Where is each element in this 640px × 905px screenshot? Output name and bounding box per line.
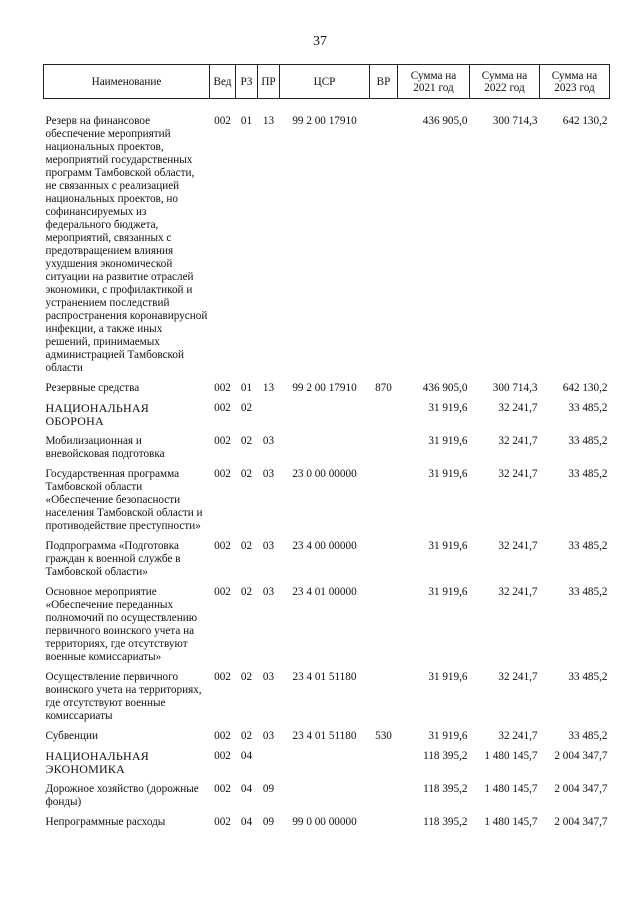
table-row — [44, 465, 610, 537]
row-name: Непрограммные расходы — [45, 816, 166, 828]
row-sum-2021: 31 919,6 — [428, 540, 468, 552]
table-row — [44, 583, 610, 668]
row-name: Субвенции — [45, 730, 98, 742]
row-pr: 09 — [262, 816, 275, 828]
row-ved: 002 — [214, 816, 231, 828]
row-csr — [280, 747, 370, 780]
row-rz: 02 — [240, 540, 253, 552]
table-row — [44, 813, 610, 833]
row-ved: 002 — [214, 783, 231, 795]
header-rz: РЗ — [236, 65, 258, 99]
row-ved: 002 — [214, 115, 231, 127]
header-pr: ПР — [258, 65, 280, 99]
row-rz: 02 — [240, 586, 253, 598]
budget-table-body — [44, 112, 610, 833]
row-sum-2023: 33 485,2 — [568, 730, 608, 742]
row-rz: 04 — [240, 816, 253, 828]
row-sum-2021: 31 919,6 — [428, 671, 468, 683]
row-csr — [280, 432, 370, 465]
row-ved: 002 — [214, 730, 231, 742]
row-vr — [370, 813, 398, 833]
row-sum-2023: 642 130,2 — [562, 382, 608, 394]
row-ved: 002 — [214, 382, 231, 394]
row-sum-2023: 33 485,2 — [568, 468, 608, 480]
row-name: Мобилизационная и вневойсковая подготовка — [45, 435, 165, 460]
row-csr: 99 2 00 17910 — [292, 115, 357, 127]
table-row — [44, 432, 610, 465]
row-sum-2022: 32 241,7 — [498, 671, 538, 683]
row-sum-2023: 642 130,2 — [562, 115, 608, 127]
header-sum-2021: Сумма на 2021 год — [398, 65, 470, 99]
row-csr: 23 4 01 51180 — [292, 671, 357, 683]
row-sum-2022: 32 241,7 — [498, 586, 538, 598]
row-vr — [370, 112, 398, 379]
row-sum-2021: 118 395,2 — [423, 750, 468, 762]
row-ved: 002 — [214, 750, 231, 762]
header-name: Наименование — [44, 65, 210, 99]
row-pr: 13 — [262, 115, 275, 127]
budget-table — [43, 64, 610, 833]
row-sum-2021: 436 905,0 — [422, 382, 468, 394]
row-sum-2023: 2 004 347,7 — [554, 816, 608, 828]
row-rz: 02 — [240, 435, 253, 447]
row-csr: 23 4 00 00000 — [292, 540, 357, 552]
header-csr: ЦСР — [280, 65, 370, 99]
table-row — [44, 668, 610, 727]
row-pr: 03 — [262, 730, 275, 742]
row-sum-2022: 300 714,3 — [492, 382, 538, 394]
row-name: Государственная программа Тамбовской области «Обеспечение безопасности населения Тамбовской области и противодействие преступности» — [45, 468, 203, 532]
row-ved: 002 — [214, 402, 231, 414]
page-number: 37 — [313, 34, 327, 49]
row-rz: 01 — [240, 115, 253, 127]
row-sum-2022: 1 480 145,7 — [484, 783, 538, 795]
row-sum-2021: 118 395,2 — [423, 783, 468, 795]
header-sum-2022: Сумма на 2022 год — [470, 65, 540, 99]
row-pr: 03 — [262, 468, 275, 480]
row-name: Основное мероприятие «Обеспечение переданных полномочий по осуществлению первичного воинского учета на территориях, где отсутствуют военные комиссариаты» — [45, 586, 198, 663]
row-name: Дорожное хозяйство (дорожные фонды) — [45, 783, 199, 808]
row-vr — [370, 537, 398, 583]
row-pr: 03 — [262, 586, 275, 598]
row-sum-2022: 32 241,7 — [498, 435, 538, 447]
row-sum-2021: 31 919,6 — [428, 402, 468, 414]
row-ved: 002 — [214, 435, 231, 447]
row-csr: 99 2 00 17910 — [292, 382, 357, 394]
header-sum-2023: Сумма на 2023 год — [540, 65, 610, 99]
row-sum-2022: 1 480 145,7 — [484, 816, 538, 828]
row-pr — [258, 747, 280, 780]
row-ved: 002 — [214, 468, 231, 480]
row-csr — [280, 399, 370, 432]
row-sum-2021: 31 919,6 — [428, 468, 468, 480]
row-pr: 03 — [262, 671, 275, 683]
row-rz: 01 — [240, 382, 253, 394]
row-sum-2022: 32 241,7 — [498, 402, 538, 414]
row-rz: 02 — [240, 730, 253, 742]
row-sum-2021: 31 919,6 — [428, 435, 468, 447]
table-row — [44, 780, 610, 813]
table-row — [44, 537, 610, 583]
header-vr: ВР — [370, 65, 398, 99]
row-vr — [370, 465, 398, 537]
row-pr: 13 — [262, 382, 275, 394]
row-sum-2021: 31 919,6 — [428, 730, 468, 742]
row-ved: 002 — [214, 540, 231, 552]
row-rz: 02 — [240, 468, 253, 480]
row-csr: 23 0 00 00000 — [292, 468, 357, 480]
row-name: Резервные средства — [45, 382, 140, 394]
header-ved: Вед — [210, 65, 236, 99]
row-vr — [370, 583, 398, 668]
row-vr — [370, 747, 398, 780]
row-rz: 04 — [240, 750, 253, 762]
row-sum-2022: 300 714,3 — [492, 115, 538, 127]
row-pr: 09 — [262, 783, 275, 795]
row-sum-2022: 1 480 145,7 — [484, 750, 538, 762]
row-sum-2023: 33 485,2 — [568, 435, 608, 447]
row-pr: 03 — [262, 540, 275, 552]
row-name: Резерв на финансовое обеспечение мероприятий национальных проектов, мероприятий государственных программ Тамбовской области, не связанных с реализацией национальных проектов, но софинансируемых из федерального бюджета, мероприятий, связанных с предотвращением влияния ухудшения экономической ситуации на развитие отраслей экономики, с профилактикой и устранением последствий распространения коронавирусной инфекции, а также иных решений, принимаемых администрацией Тамбовской области — [45, 115, 208, 374]
row-sum-2023: 33 485,2 — [568, 402, 608, 414]
row-sum-2023: 2 004 347,7 — [554, 783, 608, 795]
row-vr: 870 — [375, 382, 392, 394]
row-name: НАЦИОНАЛЬНАЯ ОБОРОНА — [45, 401, 149, 428]
table-row — [44, 112, 610, 379]
row-sum-2022: 32 241,7 — [498, 540, 538, 552]
row-rz: 04 — [240, 783, 253, 795]
table-row — [44, 379, 610, 399]
table-row — [44, 399, 610, 432]
row-sum-2023: 33 485,2 — [568, 540, 608, 552]
header-row — [44, 65, 610, 99]
row-ved: 002 — [214, 586, 231, 598]
table-row — [44, 727, 610, 747]
row-pr: 03 — [262, 435, 275, 447]
table-row — [44, 747, 610, 780]
row-csr: 23 4 01 51180 — [292, 730, 357, 742]
row-name: Осуществление первичного воинского учета на территориях, где отсутствуют военные комиссариаты — [45, 671, 202, 722]
row-csr: 23 4 01 00000 — [292, 586, 357, 598]
row-sum-2023: 2 004 347,7 — [554, 750, 608, 762]
row-csr — [280, 780, 370, 813]
row-name: НАЦИОНАЛЬНАЯ ЭКОНОМИКА — [45, 749, 149, 776]
row-sum-2023: 33 485,2 — [568, 586, 608, 598]
row-sum-2021: 436 905,0 — [422, 115, 468, 127]
row-vr — [370, 780, 398, 813]
row-sum-2022: 32 241,7 — [498, 730, 538, 742]
row-sum-2021: 118 395,2 — [423, 816, 468, 828]
row-csr: 99 0 00 00000 — [292, 816, 357, 828]
row-pr — [258, 399, 280, 432]
row-vr — [370, 668, 398, 727]
row-vr — [370, 432, 398, 465]
row-sum-2022: 32 241,7 — [498, 468, 538, 480]
row-name: Подпрограмма «Подготовка граждан к военной службе в Тамбовской области» — [45, 540, 181, 578]
row-ved: 002 — [214, 671, 231, 683]
row-sum-2021: 31 919,6 — [428, 586, 468, 598]
row-vr: 530 — [375, 730, 392, 742]
row-rz: 02 — [240, 671, 253, 683]
row-vr — [370, 399, 398, 432]
row-rz: 02 — [240, 402, 253, 414]
row-sum-2023: 33 485,2 — [568, 671, 608, 683]
